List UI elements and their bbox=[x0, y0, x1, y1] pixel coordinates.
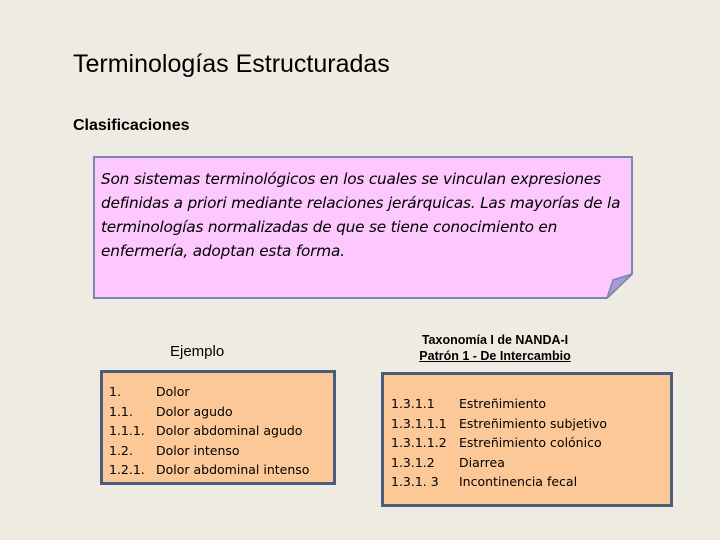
list-item bbox=[109, 402, 333, 422]
item-label: Dolor abdominal agudo bbox=[156, 423, 303, 438]
item-code: 1.2. bbox=[109, 442, 133, 458]
section-subtitle: Clasificaciones bbox=[73, 117, 190, 134]
list-item bbox=[109, 460, 333, 480]
item-label: Estreñimiento bbox=[459, 396, 547, 411]
item-label: Dolor agudo bbox=[156, 403, 233, 419]
example-heading: Ejemplo bbox=[170, 343, 225, 360]
item-code: 1. bbox=[109, 384, 121, 399]
item-code: 1.2.1. bbox=[109, 462, 145, 477]
item-code: 1.1. bbox=[109, 403, 133, 419]
item-label: Dolor intenso bbox=[156, 442, 240, 458]
item-label: Estreñimiento colónico bbox=[459, 435, 602, 450]
item-code: 1.3.1.2 bbox=[391, 454, 435, 470]
taxonomy-heading bbox=[390, 332, 600, 364]
list-item bbox=[109, 421, 333, 441]
item-label: Diarrea bbox=[459, 454, 505, 470]
item-code: 1.3.1.1.2 bbox=[391, 435, 447, 450]
list-item bbox=[391, 433, 670, 453]
list-item bbox=[109, 441, 333, 461]
list-item bbox=[391, 414, 670, 434]
example-list bbox=[100, 370, 336, 485]
taxonomy-subtitle: Patrón 1 - De Intercambio bbox=[419, 349, 571, 363]
item-label: Estreñimiento subjetivo bbox=[459, 415, 607, 431]
list-item bbox=[109, 382, 333, 402]
item-code: 1.3.1.1 bbox=[391, 396, 435, 411]
taxonomy-title: Taxonomía I de NANDA-I bbox=[421, 333, 569, 347]
item-code: 1.3.1.1.1 bbox=[391, 415, 447, 431]
page-title: Terminologías Estructuradas bbox=[73, 50, 390, 78]
item-label: Incontinencia fecal bbox=[459, 474, 578, 489]
item-label: Dolor bbox=[156, 384, 190, 399]
item-label: Dolor abdominal intenso bbox=[156, 462, 310, 477]
list-item bbox=[391, 394, 670, 414]
item-code: 1.3.1. 3 bbox=[391, 474, 439, 489]
item-code: 1.1.1. bbox=[109, 423, 145, 438]
list-item bbox=[391, 453, 670, 473]
taxonomy-list bbox=[381, 372, 673, 507]
note-text: Son sistemas terminológicos en los cuales se vinculan expresiones definidas a priori mediante relaciones jerárquicas. Las mayorías de la terminologías normalizadas de que se tiene conocimiento en enfermería, adoptan esta forma. bbox=[101, 170, 621, 260]
definition-note bbox=[93, 156, 633, 298]
list-item bbox=[391, 472, 670, 492]
